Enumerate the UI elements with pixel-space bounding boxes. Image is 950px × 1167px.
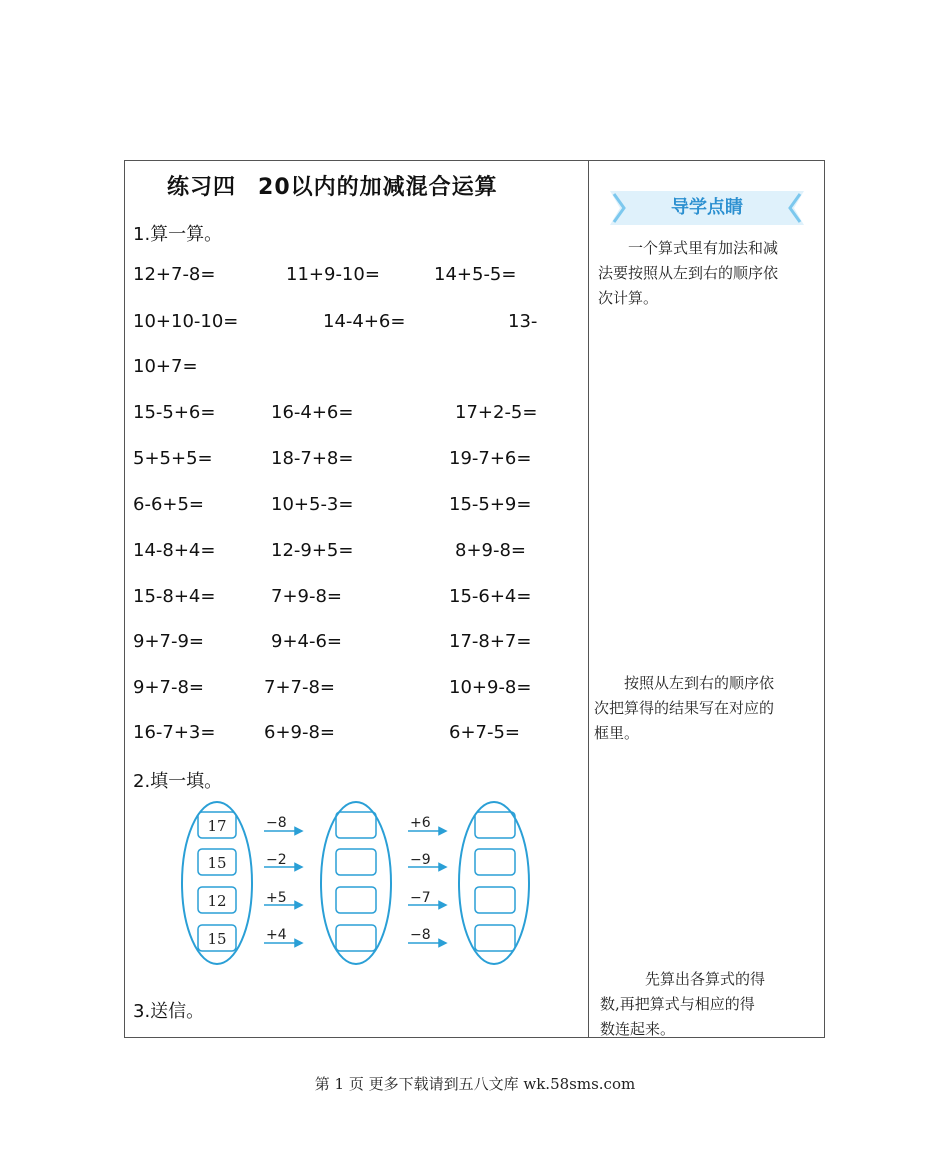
start-number: 17 xyxy=(207,817,227,835)
exercise: 19-7+6= xyxy=(449,448,532,469)
answer-box xyxy=(475,925,515,951)
tip-line: 法要按照从左到右的顺序依 xyxy=(598,264,779,282)
tip-3 xyxy=(600,967,765,1042)
operation-label: +4 xyxy=(266,927,287,943)
exercise: 10+5-3= xyxy=(271,494,354,515)
exercise: 6-6+5= xyxy=(133,494,205,515)
exercise: 13- xyxy=(508,311,538,332)
exercise: 9+7-8= xyxy=(133,677,205,698)
tip-line: 框里。 xyxy=(594,724,640,742)
exercise: 6+9-8= xyxy=(264,722,336,743)
answer-box xyxy=(336,812,376,838)
exercise: 7+7-8= xyxy=(264,677,336,698)
right-oval xyxy=(459,802,529,964)
tip-line: 数连起来。 xyxy=(600,1020,676,1038)
exercise: 16-7+3= xyxy=(133,722,216,743)
exercise: 9+7-9= xyxy=(133,631,205,652)
operation-label: −9 xyxy=(410,852,431,868)
title-part1: 练习四 xyxy=(167,175,237,200)
answer-box xyxy=(336,887,376,913)
exercise: 9+4-6= xyxy=(271,631,343,652)
exercise: 12+7-8= xyxy=(133,264,216,285)
tip-line: 一个算式里有加法和减 xyxy=(598,239,779,257)
start-number: 15 xyxy=(207,930,227,948)
exercise: 11+9-10= xyxy=(286,264,380,285)
exercise: 15-5+9= xyxy=(449,494,532,515)
tip-line: 数,再把算式与相应的得 xyxy=(600,995,755,1013)
section2-heading: 2.填一填。 xyxy=(133,771,223,792)
tip-line: 次把算得的结果写在对应的 xyxy=(594,699,775,717)
exercise: 10+7= xyxy=(133,356,198,377)
exercise: 18-7+8= xyxy=(271,448,354,469)
operation-label: +5 xyxy=(266,890,287,906)
exercise: 15-8+4= xyxy=(133,586,216,607)
exercise: 10+9-8= xyxy=(449,677,532,698)
column-divider xyxy=(588,160,589,1038)
exercise: 8+9-8= xyxy=(455,540,527,561)
exercise: 7+9-8= xyxy=(271,586,343,607)
tip-line: 次计算。 xyxy=(598,289,659,307)
page-title xyxy=(167,170,498,201)
exercise: 15-5+6= xyxy=(133,402,216,423)
tip-2 xyxy=(594,671,774,746)
exercise: 17-8+7= xyxy=(449,631,532,652)
operation-label: −8 xyxy=(266,815,287,831)
operation-label: −7 xyxy=(410,890,431,906)
operation-label: −8 xyxy=(410,927,431,943)
fill-in-diagram xyxy=(160,795,560,975)
exercise: 16-4+6= xyxy=(271,402,354,423)
answer-box xyxy=(475,887,515,913)
exercise: 12-9+5= xyxy=(271,540,354,561)
exercise: 17+2-5= xyxy=(455,402,538,423)
middle-oval xyxy=(321,802,391,964)
guide-banner: 导学点睛 xyxy=(671,197,743,218)
tip-line: 按照从左到右的顺序依 xyxy=(594,674,775,692)
start-number: 12 xyxy=(207,892,227,910)
operation-label: −2 xyxy=(266,852,287,868)
exercise: 14-8+4= xyxy=(133,540,216,561)
answer-box xyxy=(336,849,376,875)
answer-box xyxy=(336,925,376,951)
page-footer: 第 1 页 更多下载请到五八文库 wk.58sms.com xyxy=(314,1075,636,1093)
tip-1 xyxy=(598,236,778,311)
operation-label: +6 xyxy=(410,815,431,831)
section3-heading: 3.送信。 xyxy=(133,1001,205,1022)
section1-heading: 1.算一算。 xyxy=(133,224,223,245)
title-part2: 20以内的加减混合运算 xyxy=(258,175,498,200)
answer-box xyxy=(475,812,515,838)
start-number: 15 xyxy=(207,854,227,872)
exercise: 14+5-5= xyxy=(434,264,517,285)
exercise: 6+7-5= xyxy=(449,722,521,743)
exercise: 5+5+5= xyxy=(133,448,213,469)
exercise: 10+10-10= xyxy=(133,311,239,332)
exercise: 14-4+6= xyxy=(323,311,406,332)
exercise: 15-6+4= xyxy=(449,586,532,607)
answer-box xyxy=(475,849,515,875)
tip-line: 先算出各算式的得 xyxy=(600,970,766,988)
